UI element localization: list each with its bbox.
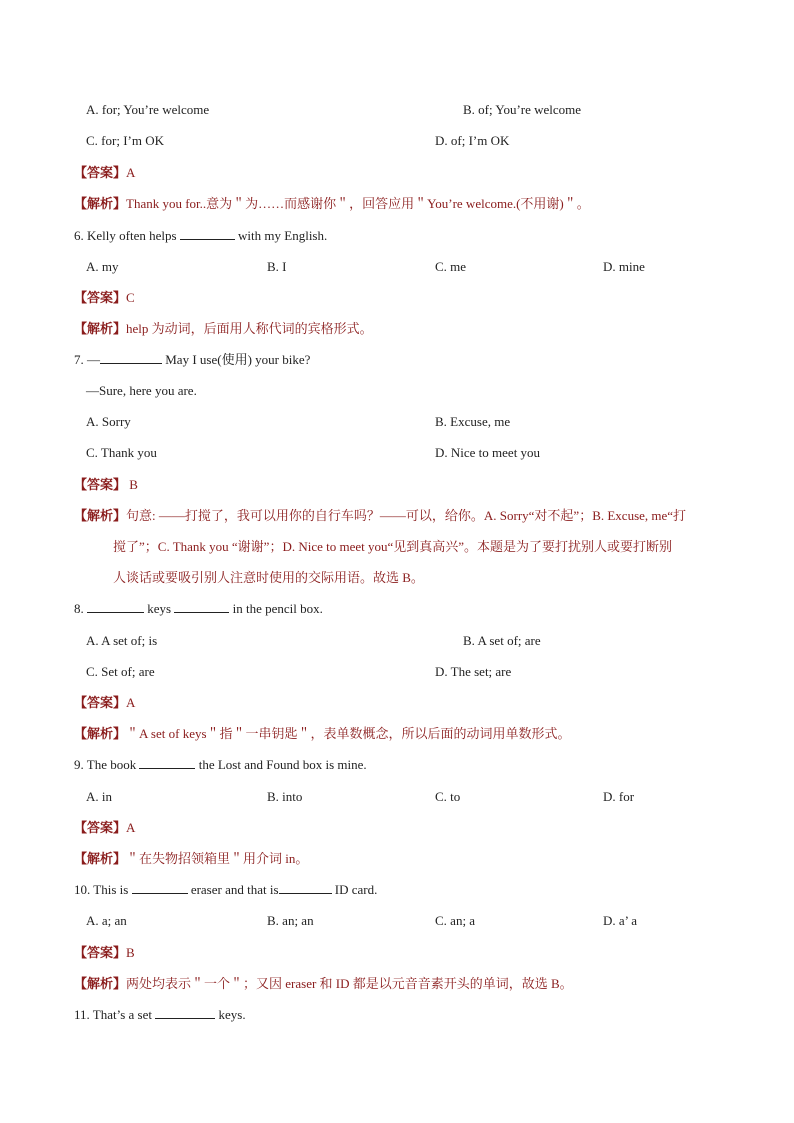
- answer-blank: [180, 227, 235, 240]
- explanation-text: Thank you for..意为＂为……而感谢你＂，回答应用＂You’re welcome.(不用谢)＂。: [126, 196, 590, 211]
- answer-label: 【答案】: [74, 695, 127, 710]
- q6-answer: [74, 289, 135, 307]
- answer-blank: [132, 881, 188, 894]
- explanation-text: 两处均表示＂一个＂；又因 eraser 和 ID 都是以元音音素开头的单词，故选 B。: [126, 976, 573, 991]
- answer-label: 【答案】: [74, 945, 127, 960]
- q9-stem: [74, 756, 367, 774]
- q7-option-c: C. Thank you: [86, 445, 157, 460]
- answer-blank: [139, 756, 195, 769]
- q6-option-d: D. mine: [603, 259, 645, 274]
- answer-value: B: [126, 477, 138, 492]
- explanation-text: ＂A set of keys＂指＂一串钥匙＂，表单数概念，所以后面的动词用单数形式。: [126, 726, 571, 741]
- answer-label: 【答案】: [74, 477, 127, 492]
- q5-option-c: C. for; I’m OK: [86, 133, 164, 148]
- q7-explanation: [74, 507, 686, 525]
- q5-option-a: A. for; You’re welcome: [86, 102, 210, 117]
- q7-explanation-line3: 人谈话或要吸引别人注意时使用的交际用语。故选 B。: [113, 570, 424, 585]
- q7-stem: [74, 351, 310, 369]
- q7-explanation-line2: 搅了”；C. Thank you “谢谢”；D. Nice to meet you“见到真高兴”。本题是为了要打扰别人或要打断别: [113, 539, 673, 554]
- stem-text: keys: [144, 601, 175, 616]
- stem-text: keys.: [215, 1007, 246, 1022]
- explanation-text: help 为动词，后面用人称代词的宾格形式。: [126, 321, 373, 336]
- q10-option-d: D. a’ a: [603, 913, 638, 928]
- explanation-label: 【解析】: [74, 196, 127, 211]
- explanation-label: 【解析】: [74, 976, 127, 991]
- q10-stem: [74, 881, 377, 899]
- q9-option-b: B. into: [267, 789, 303, 804]
- q7-option-b: B. Excuse, me: [435, 414, 511, 429]
- stem-text: 9. The book: [74, 757, 140, 772]
- stem-text: 6. Kelly often helps: [74, 228, 180, 243]
- stem-text: 10. This is: [74, 882, 132, 897]
- stem-text: 8.: [74, 601, 87, 616]
- q7-option-a: A. Sorry: [86, 414, 131, 429]
- q11-stem: [74, 1006, 246, 1024]
- q9-option-d: D. for: [603, 789, 635, 804]
- answer-blank: [279, 881, 332, 894]
- q5-answer: [74, 164, 135, 182]
- q6-option-b: B. I: [267, 259, 287, 274]
- q10-explanation: [74, 975, 573, 993]
- explanation-label: 【解析】: [74, 321, 127, 336]
- q7-answer: [74, 476, 138, 494]
- q9-option-a: A. in: [86, 789, 112, 804]
- stem-text: ID card.: [331, 882, 378, 897]
- answer-value: B: [126, 945, 135, 960]
- answer-blank: [174, 600, 229, 613]
- q10-option-a: A. a; an: [86, 913, 127, 928]
- answer-value: A: [126, 165, 136, 180]
- q9-answer: [74, 819, 135, 837]
- q10-option-b: B. an; an: [267, 913, 314, 928]
- q9-explanation: [74, 850, 308, 868]
- q8-option-c: C. Set of; are: [86, 664, 155, 679]
- q7-option-d: D. Nice to meet you: [435, 445, 541, 460]
- q7-reply: —Sure, here you are.: [86, 383, 197, 398]
- stem-text: the Lost and Found box is mine.: [195, 757, 367, 772]
- answer-label: 【答案】: [74, 165, 127, 180]
- q8-option-b: B. A set of; are: [463, 633, 541, 648]
- q8-answer: [74, 694, 135, 712]
- q6-option-a: A. my: [86, 259, 119, 274]
- explanation-label: 【解析】: [74, 508, 127, 523]
- stem-text: in the pencil box.: [229, 601, 323, 616]
- stem-text: 11. That’s a set: [74, 1007, 156, 1022]
- stem-text: May I use(使用) your bike?: [162, 352, 311, 367]
- q10-answer: [74, 944, 135, 962]
- answer-value: A: [126, 695, 136, 710]
- q6-explanation: [74, 320, 373, 338]
- stem-text: with my English.: [234, 228, 328, 243]
- q6-stem: [74, 227, 327, 245]
- answer-label: 【答案】: [74, 820, 127, 835]
- q8-explanation: [74, 725, 571, 743]
- answer-value: A: [126, 820, 136, 835]
- explanation-label: 【解析】: [74, 726, 127, 741]
- q10-option-c: C. an; a: [435, 913, 476, 928]
- q5-option-d: D. of; I’m OK: [435, 133, 510, 148]
- q8-stem: [74, 600, 323, 618]
- q9-option-c: C. to: [435, 789, 461, 804]
- explanation-text: 句意: ——打搅了，我可以用你的自行车吗？——可以，给你。A. Sorry“对不起”；B. Excuse, me“打: [126, 508, 687, 523]
- q6-option-c: C. me: [435, 259, 467, 274]
- stem-text: eraser and that is: [187, 882, 279, 897]
- explanation-text: ＂在失物招领箱里＂用介词 in。: [126, 851, 309, 866]
- answer-value: C: [126, 290, 135, 305]
- answer-blank: [155, 1006, 215, 1019]
- answer-blank: [100, 351, 162, 364]
- stem-text: 7. —: [74, 352, 100, 367]
- explanation-label: 【解析】: [74, 851, 127, 866]
- q8-option-a: A. A set of; is: [86, 633, 158, 648]
- q8-option-d: D. The set; are: [435, 664, 512, 679]
- answer-blank: [87, 600, 144, 613]
- q5-explanation: [74, 195, 590, 213]
- q5-option-b: B. of; You’re welcome: [463, 102, 582, 117]
- answer-label: 【答案】: [74, 290, 127, 305]
